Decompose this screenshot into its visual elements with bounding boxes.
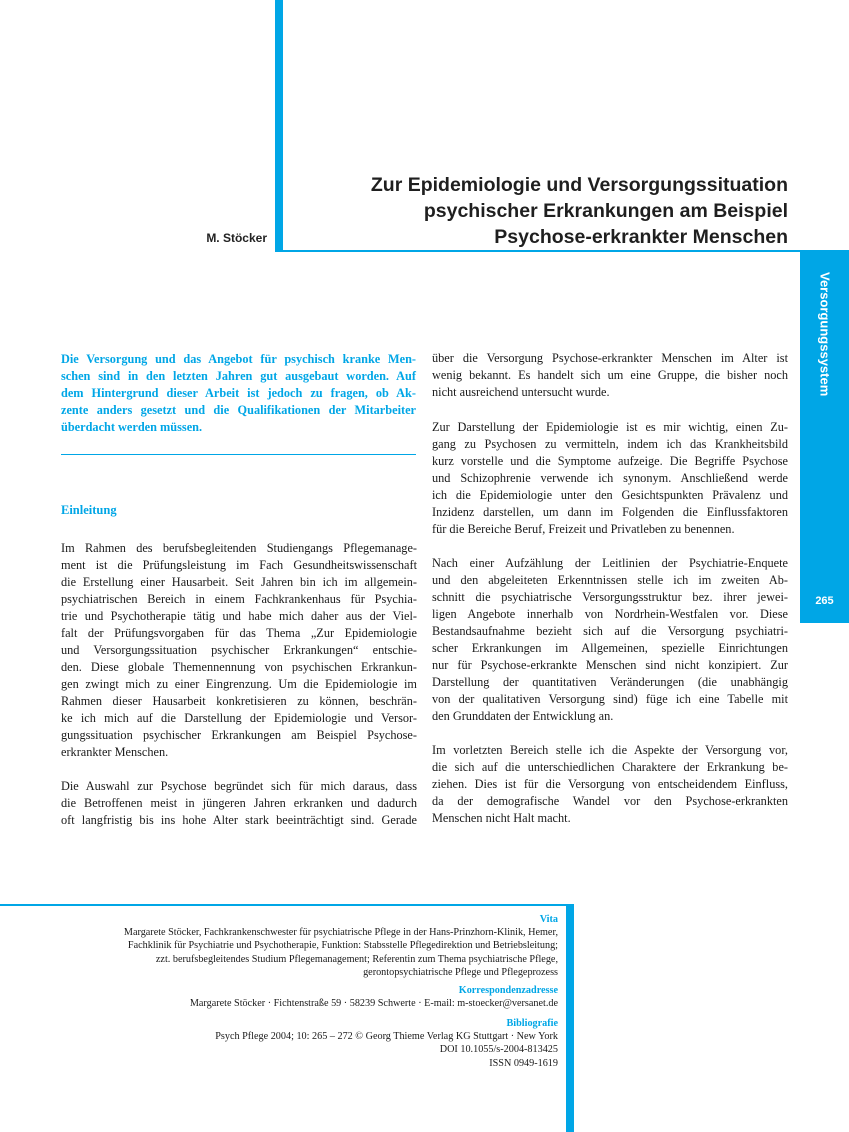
text-line: den Grunddaten der Entwicklung an. (432, 709, 614, 723)
title-line: psychischer Erkrankungen am Beispiel (423, 200, 788, 222)
footer-vertical-bar (566, 904, 574, 1132)
text-line: Inzidenz darstellen, um dann im Folgenden die Einflussfaktoren (432, 505, 788, 519)
bibliography-line: ISSN 0949-1619 (489, 1057, 558, 1069)
header-rule (283, 250, 849, 252)
contact-block (40, 984, 558, 1010)
text-line: Menschen nicht Halt macht. (432, 811, 571, 825)
title-line: Psychose-erkrankter Menschen (494, 226, 788, 248)
title-line: Zur Epidemiologie und Versorgungssituation (370, 174, 788, 196)
text-line: kurz vorstelle und die Symptome aufzeige. Die Begriffe Psychose (432, 454, 788, 468)
text-line: ligen Angebote innerhalb von Nordrhein-Westfalen vor. Diese (432, 607, 788, 621)
text-line: und Versorgungssituation psychischer Erkrankungen“ entschie- (61, 643, 417, 657)
abstract-line: Die Versorgung und das Angebot für psychisch kranke Men- (61, 352, 416, 366)
abstract-line: zente anders gesetzt und die Qualifikationen der Mitarbeiter (61, 403, 416, 417)
text-line: die Erstellung einer Hausarbeit. Seit Jahren bin ich im allgemein- (61, 575, 417, 589)
text-line: Darstellung der quantitativen Veränderungen (die unabhängig (432, 675, 788, 689)
text-line: scher Erkrankungen im Allgemeinen, spezielle Einrichtungen (432, 641, 788, 655)
text-line: für die Bereiche Beruf, Freizeit und Privatleben zu benennen. (432, 522, 735, 536)
abstract (61, 351, 416, 436)
text-line: wenig bekannt. Es handelt sich um eine Gruppe, die bisher noch (432, 368, 788, 382)
text-line: oft langfristig bis ins hohe Alter stark beeinträchtigt sind. Gerade (61, 813, 417, 827)
text-line: psychiatrischen Bereich in einem Fachkrankenhaus für Psychia- (61, 592, 417, 606)
text-line: Zur Darstellung der Epidemiologie ist es mir wichtig, einen Zu- (432, 420, 788, 434)
text-line: trie und Psychotherapie tätig und habe mich daher aus der Viel- (61, 609, 417, 623)
text-line: gen zwingt mich zu einer Eingrenzung. Um die Epidemiologie im (61, 677, 417, 691)
left-paragraph-1 (61, 540, 417, 761)
section-tab-label (800, 252, 849, 412)
text-line: nur für Psychose-erkrankte Menschen sind nicht konzipiert. Zur (432, 658, 788, 672)
text-line: falt der Prüfungsvorgaben für das Thema „Zur Epidemiologie (61, 626, 417, 640)
author-name: M. Stöcker (206, 231, 267, 245)
article-title (300, 172, 788, 250)
text-line: ment ist die Prüfungsleistung im Fach Gesundheitswissenschaft (61, 558, 417, 572)
text-line: Rahmen dieser Hausarbeit konkretisieren zu können, beschrän- (61, 694, 417, 708)
bibliography-line: DOI 10.1055/s-2004-813425 (439, 1044, 558, 1056)
text-line: Bestandsaufnahme bezieht sich auf die Versorgung psychiatri- (432, 624, 788, 638)
vita-block (40, 913, 558, 979)
vita-label: Vita (539, 914, 558, 925)
text-line: nicht ausreichend untersucht wurde. (432, 385, 610, 399)
footer-rule (0, 904, 574, 906)
abstract-line: schen sind in den letzten Jahren gut ausgebaut worden. Auf (61, 369, 416, 383)
bibliography-label: Bibliografie (506, 1018, 558, 1029)
vita-line: zzt. berufsbegleitendes Studium Pflegemanagement; Referentin zum Thema psychiatrische Pflege, (155, 953, 558, 965)
text-line: ich die Epidemiologie unter den Gesichtspunkten Prävalenz und (432, 488, 788, 502)
bibliography-block (40, 1017, 558, 1070)
text-line: und Schizophrenie verwende ich synonym. Anschließend werde (432, 471, 788, 485)
text-line: Die Auswahl zur Psychose begründet sich für mich daraus, dass (61, 779, 417, 793)
vita-line: Margarete Stöcker, Fachkrankenschwester für psychiatrische Pflege in der Hans-Prinzhorn-Klinik, Hemer, (123, 927, 558, 939)
contact-label: Korrespondenzadresse (458, 985, 558, 996)
right-paragraph-3 (432, 555, 788, 725)
text-line: ziehen. Dies ist für die Versorgung von entscheidendem Einfluss, (432, 777, 788, 791)
right-paragraph-4 (432, 742, 788, 827)
right-paragraph-2 (432, 419, 788, 538)
abstract-line: überdacht werden müssen. (61, 420, 203, 434)
text-line: erkrankter Menschen. (61, 745, 169, 759)
text-line: und den abgeleiteten Erkenntnissen stelle ich im zweiten Ab- (432, 573, 788, 587)
text-line: über die Versorgung Psychose-erkrankter Menschen im Alter ist (432, 351, 788, 365)
text-line: Nach einer Aufzählung der Leitlinien der Psychiatrie-Enquete (432, 556, 788, 570)
right-paragraph-1 (432, 350, 788, 401)
left-paragraph-2 (61, 778, 417, 829)
contact-line: Margarete Stöcker · Fichtenstraße 59 · 58239 Schwerte · E-mail: m-stoecker@versanet.de (189, 998, 558, 1010)
text-line: die Betroffenen meist in jüngeren Jahren erkranken und dadurch (61, 796, 417, 810)
text-line: gang zu Psychosen zu vermitteln, indem ich das Krankheitsbild (432, 437, 788, 451)
text-line: gungssituation psychischer Erkrankungen am Beispiel Psychose- (61, 728, 417, 742)
text-line: ke ich mich auf die Darstellung der Epidemiologie und Versor- (61, 711, 417, 725)
text-line: da der demografische Wandel vor den Psychose-erkrankten (432, 794, 788, 808)
text-line: die sich auf die unterschiedlichen Charaktere der Erkrankung be- (432, 760, 788, 774)
vita-line: Fachklinik für Psychiatrie und Psychotherapie, Funktion: Stabsstelle Pflegedirektion und Betriebsleitung; (127, 940, 558, 952)
page-number: 265 (815, 595, 834, 607)
text-line: von der qualitativen Versorgung sind) füge ich eine Tabelle mit (432, 692, 788, 706)
text-line: schnitt die psychiatrische Versorgungsstruktur bez. ihrer jewei- (432, 590, 788, 604)
text-line: Im vorletzten Bereich stelle ich die Aspekte der Versorgung vor, (432, 743, 788, 757)
bibliography-line: Psych Pflege 2004; 10: 265 – 272 © Georg Thieme Verlag KG Stuttgart · New York (215, 1031, 558, 1043)
abstract-line: dem Hintergrund dieser Arbeit ist jedoch zu fragen, ob Ak- (61, 386, 416, 400)
abstract-divider (61, 454, 416, 455)
section-heading: Einleitung (61, 503, 117, 517)
text-line: den. Diese globale Themennennung von psychischen Erkrankun- (61, 660, 417, 674)
section-name: Versorgungssystem (817, 272, 832, 397)
header-vertical-bar (275, 0, 283, 252)
text-line: Im Rahmen des berufsbegleitenden Studiengangs Pflegemanage- (61, 541, 417, 555)
vita-line: gerontopsychiatrische Pflege und Pflegeprozess (363, 966, 558, 978)
